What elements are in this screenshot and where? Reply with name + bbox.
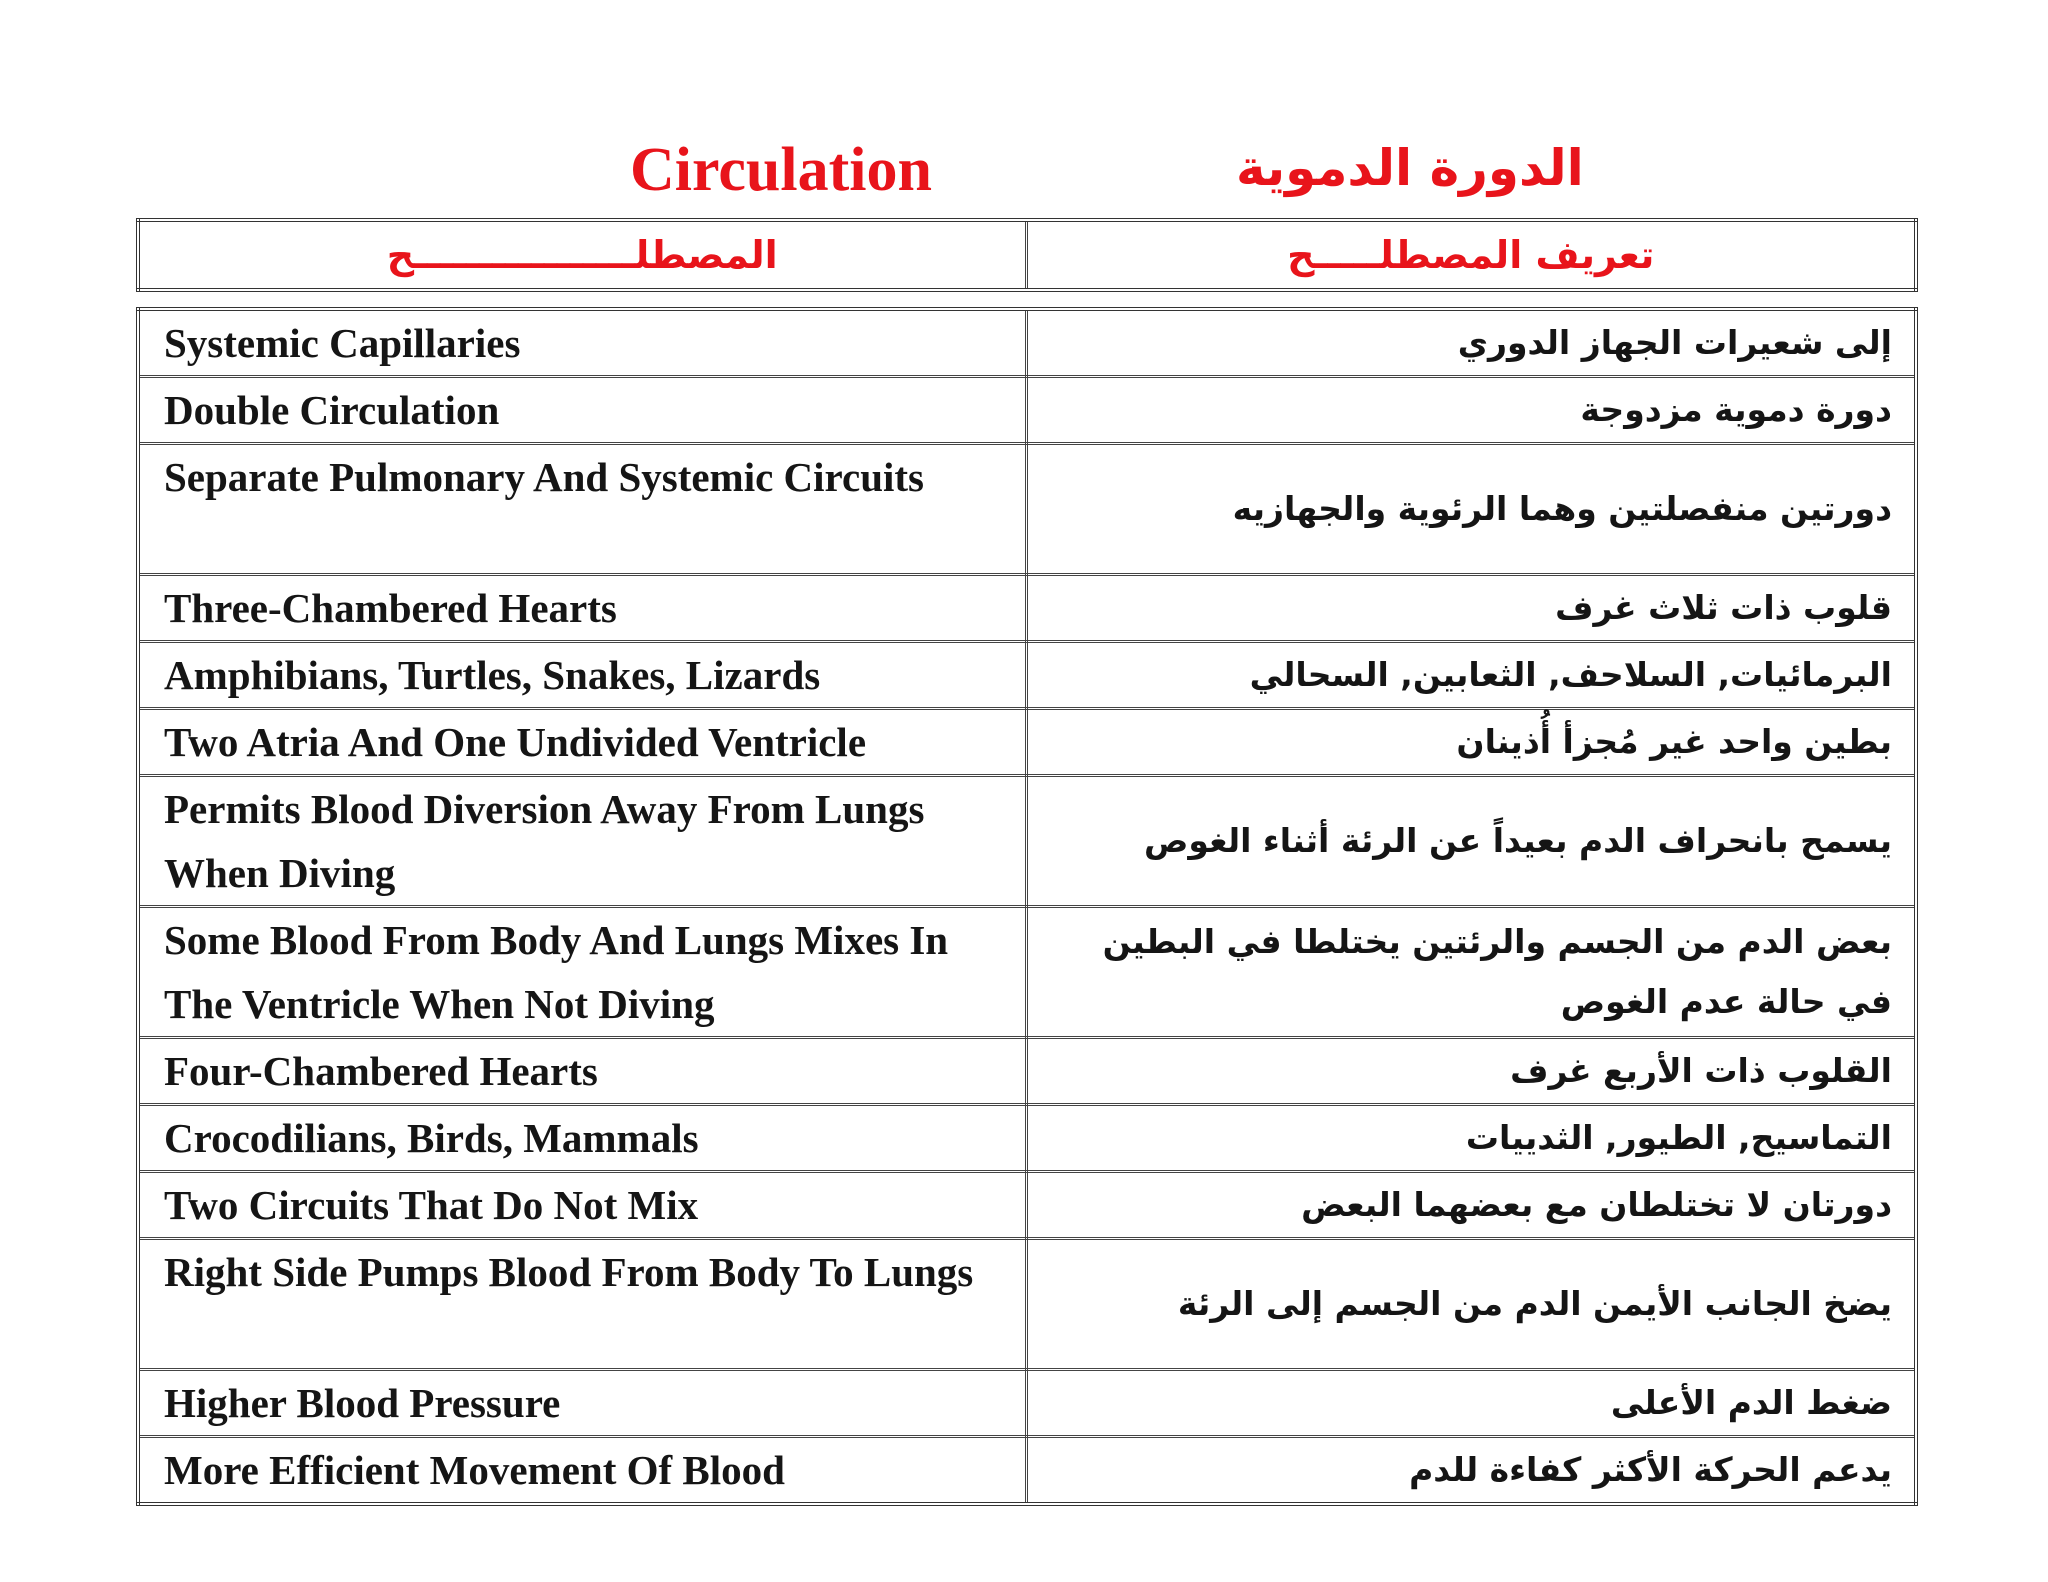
table-row bbox=[138, 1172, 1916, 1239]
definition-cell: دورتين منفصلتين وهما الرئوية والجهازيه bbox=[1026, 444, 1916, 575]
header-term-cell: المصطلـــــــــــــــــح bbox=[138, 220, 1026, 290]
page-title-english: Circulation bbox=[630, 136, 932, 204]
term-cell: Right Side Pumps Blood From Body To Lungs bbox=[138, 1239, 1026, 1370]
table-row bbox=[138, 1437, 1916, 1505]
term-cell: More Efficient Movement Of Blood bbox=[138, 1437, 1026, 1505]
table-row bbox=[138, 575, 1916, 642]
table-row bbox=[138, 907, 1916, 1038]
term-cell: Two Circuits That Do Not Mix bbox=[138, 1172, 1026, 1239]
header-definition-cell: تعريف المصطلـــــح bbox=[1026, 220, 1916, 290]
term-cell: Systemic Capillaries bbox=[138, 309, 1026, 377]
glossary-table bbox=[136, 307, 1918, 1506]
table-row bbox=[138, 1239, 1916, 1370]
term-cell: Higher Blood Pressure bbox=[138, 1370, 1026, 1437]
term-cell: Two Atria And One Undivided Ventricle bbox=[138, 709, 1026, 776]
term-cell: Three-Chambered Hearts bbox=[138, 575, 1026, 642]
table-row bbox=[138, 776, 1916, 907]
header-row bbox=[138, 220, 1916, 290]
table-row bbox=[138, 1038, 1916, 1105]
definition-cell: دورة دموية مزدوجة bbox=[1026, 377, 1916, 444]
table-row bbox=[138, 444, 1916, 575]
definition-cell: ضغط الدم الأعلى bbox=[1026, 1370, 1916, 1437]
definition-cell: البرمائيات, السلاحف, الثعابين, السحالي bbox=[1026, 642, 1916, 709]
definition-cell: يدعم الحركة الأكثر كفاءة للدم bbox=[1026, 1437, 1916, 1505]
term-cell: Four-Chambered Hearts bbox=[138, 1038, 1026, 1105]
table-row bbox=[138, 377, 1916, 444]
definition-cell: القلوب ذات الأربع غرف bbox=[1026, 1038, 1916, 1105]
header-table bbox=[136, 218, 1918, 292]
definition-cell: يسمح بانحراف الدم بعيداً عن الرئة أثناء الغوص bbox=[1026, 776, 1916, 907]
term-cell: Separate Pulmonary And Systemic Circuits bbox=[138, 444, 1026, 575]
definition-cell: التماسيح, الطيور, الثدييات bbox=[1026, 1105, 1916, 1172]
term-cell: Some Blood From Body And Lungs Mixes In The Ventricle When Not Diving bbox=[138, 907, 1026, 1038]
table-row bbox=[138, 1370, 1916, 1437]
definition-cell: بعض الدم من الجسم والرئتين يختلطا في البطين في حالة عدم الغوص bbox=[1026, 907, 1916, 1038]
term-cell: Crocodilians, Birds, Mammals bbox=[138, 1105, 1026, 1172]
definition-cell: قلوب ذات ثلاث غرف bbox=[1026, 575, 1916, 642]
table-row bbox=[138, 709, 1916, 776]
definition-cell: إلى شعيرات الجهاز الدوري bbox=[1026, 309, 1916, 377]
table-row bbox=[138, 1105, 1916, 1172]
table-row bbox=[138, 642, 1916, 709]
term-cell: Double Circulation bbox=[138, 377, 1026, 444]
term-cell: Amphibians, Turtles, Snakes, Lizards bbox=[138, 642, 1026, 709]
definition-cell: بطين واحد غير مُجزأ أُذينان bbox=[1026, 709, 1916, 776]
definition-cell: دورتان لا تختلطان مع بعضهما البعض bbox=[1026, 1172, 1916, 1239]
definition-cell: يضخ الجانب الأيمن الدم من الجسم إلى الرئة bbox=[1026, 1239, 1916, 1370]
term-cell: Permits Blood Diversion Away From Lungs When Diving bbox=[138, 776, 1026, 907]
page-title-arabic: الدورة الدموية bbox=[1236, 139, 1584, 197]
table-row bbox=[138, 309, 1916, 377]
